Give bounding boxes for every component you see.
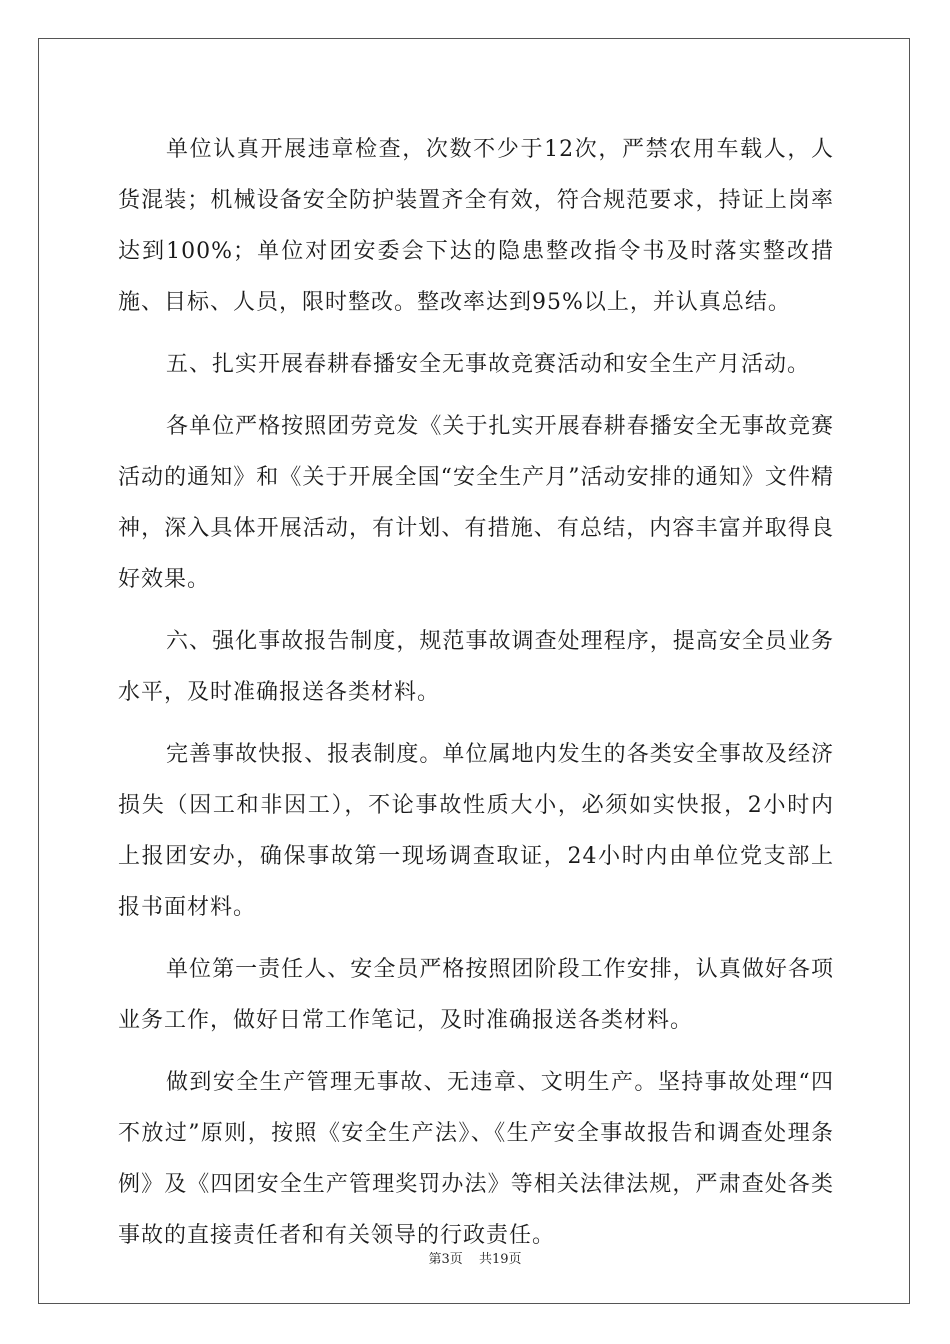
paragraph: 各单位严格按照团劳竞发《关于扎实开展春耕春播安全无事故竞赛活动的通知》和《关于开展全国“安全生产月”活动安排的通知》文件精神，深入具体开展活动，有计划、有措施、有总结，内容丰富并取得良好效果。: [118, 414, 834, 592]
paragraph: 单位认真开展违章检查，次数不少于12次，严禁农用车载人，人货混装；机械设备安全防护装置齐全有效，符合规范要求，持证上岗率达到100%；单位对团安委会下达的隐患整改指令书及时落实整改措施、目标、人员，限时整改。整改率达到95%以上，并认真总结。: [118, 137, 834, 315]
paragraph: 完善事故快报、报表制度。单位属地内发生的各类安全事故及经济损失（因工和非因工），不论事故性质大小，必须如实快报，2小时内上报团安办，确保事故第一现场调查取证，24小时内由单位党支部上报书面材料。: [118, 742, 834, 920]
section-heading: 六、强化事故报告制度，规范事故调查处理程序，提高安全员业务水平，及时准确报送各类材料。: [118, 629, 834, 705]
paragraph: 单位第一责任人、安全员严格按照团阶段工作安排，认真做好各项业务工作，做好日常工作笔记，及时准确报送各类材料。: [118, 957, 834, 1033]
total-pages: 共19页: [478, 1252, 522, 1267]
paragraph: 做到安全生产管理无事故、无违章、文明生产。坚持事故处理“四不放过”原则，按照《安全生产法》、《生产安全事故报告和调查处理条例》及《四团安全生产管理奖罚办法》等相关法律法规，严肃查处各类事故的直接责任者和有关领导的行政责任。: [118, 1070, 834, 1248]
page-number: 第3页: [428, 1252, 463, 1267]
section-heading: 五、扎实开展春耕春播安全无事故竞赛活动和安全生产月活动。: [166, 352, 811, 377]
page-footer: [0, 1248, 950, 1267]
document-body: [118, 124, 834, 1272]
